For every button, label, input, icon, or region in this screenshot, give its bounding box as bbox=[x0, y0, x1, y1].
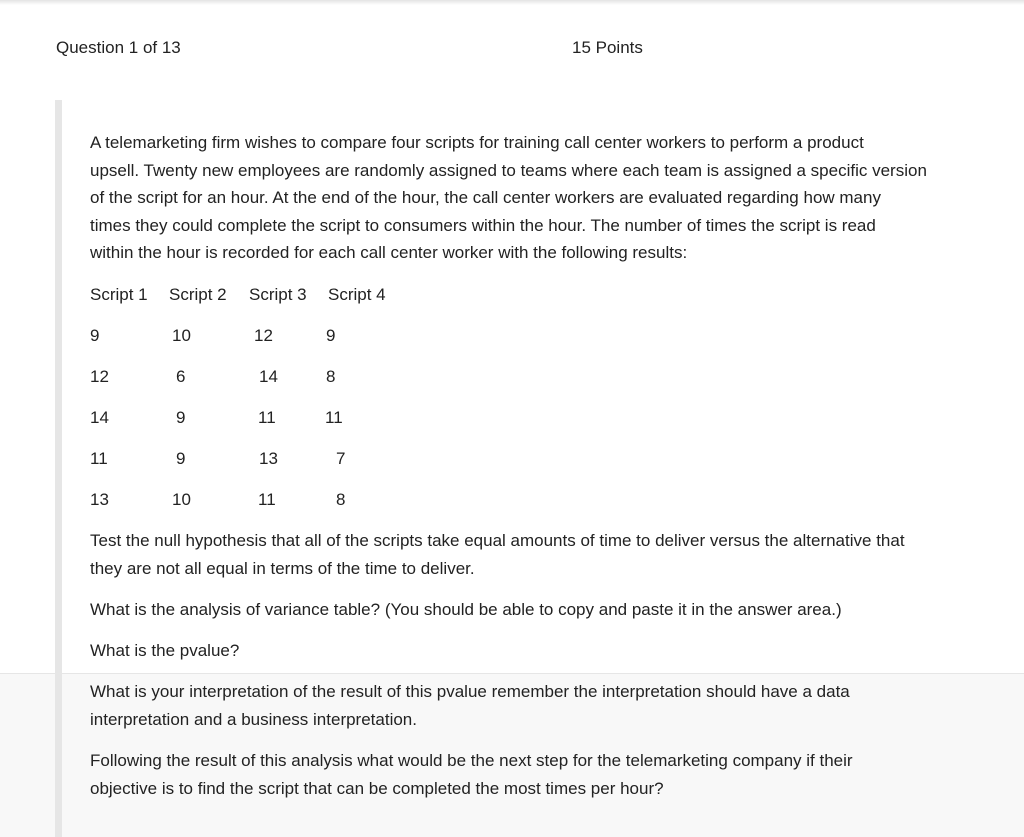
intro-line: of the script for an hour. At the end of the hour, the call center workers are evaluated regarding how many bbox=[90, 188, 881, 208]
question-left-border bbox=[55, 100, 62, 837]
table-cell: 10 bbox=[172, 490, 191, 509]
interpretation-question bbox=[90, 678, 850, 733]
table-cell: 13 bbox=[259, 449, 278, 468]
pvalue-question: What is the pvalue? bbox=[90, 641, 240, 660]
hypothesis-line: they are not all equal in terms of the time to deliver. bbox=[90, 558, 475, 578]
intro-line: within the hour is recorded for each call center worker with the following results: bbox=[90, 243, 688, 263]
table-cell: 8 bbox=[326, 367, 336, 386]
table-cell: 14 bbox=[90, 408, 109, 427]
hypothesis-line: Test the null hypothesis that all of the scripts take equal amounts of time to deliver versus the alternative that bbox=[90, 531, 905, 550]
intro-line: times they could complete the script to consumers within the hour. The number of times the script is read bbox=[90, 215, 876, 235]
table-cell: 9 bbox=[176, 408, 186, 427]
table-cell: 10 bbox=[172, 326, 191, 345]
next-step-line: Following the result of this analysis what would be the next step for the telemarketing company if their bbox=[90, 751, 853, 770]
question-header bbox=[0, 38, 1024, 62]
table-cell: 6 bbox=[176, 367, 186, 386]
intro-line: A telemarketing firm wishes to compare four scripts for training call center workers to perform a product bbox=[90, 133, 864, 152]
question-points: 15 Points bbox=[572, 38, 643, 57]
table-header-script-4: Script 4 bbox=[328, 285, 386, 304]
question-intro bbox=[90, 129, 1010, 267]
table-cell: 11 bbox=[325, 408, 343, 427]
table-cell: 11 bbox=[258, 490, 276, 509]
table-cell: 9 bbox=[326, 326, 336, 345]
anova-question: What is the analysis of variance table? (You should be able to copy and paste it in the answer area.) bbox=[90, 600, 842, 619]
next-step-question bbox=[90, 747, 853, 802]
table-cell: 9 bbox=[176, 449, 186, 468]
interpretation-line: interpretation and a business interpretation. bbox=[90, 709, 417, 729]
top-shadow bbox=[0, 0, 1024, 5]
table-cell: 9 bbox=[90, 326, 100, 345]
interpretation-line: What is your interpretation of the result of this pvalue remember the interpretation should have a data bbox=[90, 682, 850, 701]
table-cell: 12 bbox=[90, 367, 109, 386]
hypothesis-text bbox=[90, 527, 905, 582]
table-cell: 12 bbox=[254, 326, 273, 345]
table-cell: 11 bbox=[90, 449, 108, 468]
table-cell: 8 bbox=[336, 490, 346, 509]
intro-line: upsell. Twenty new employees are randomly assigned to teams where each team is assigned a specific version bbox=[90, 160, 927, 180]
table-header-script-2: Script 2 bbox=[169, 285, 227, 304]
table-cell: 7 bbox=[336, 449, 346, 468]
question-number: Question 1 of 13 bbox=[56, 38, 181, 57]
table-cell: 14 bbox=[259, 367, 278, 386]
next-step-line: objective is to find the script that can be completed the most times per hour? bbox=[90, 778, 664, 798]
table-header-script-1: Script 1 bbox=[90, 285, 148, 304]
table-header-script-3: Script 3 bbox=[249, 285, 307, 304]
table-cell: 11 bbox=[258, 408, 276, 427]
table-cell: 13 bbox=[90, 490, 109, 509]
